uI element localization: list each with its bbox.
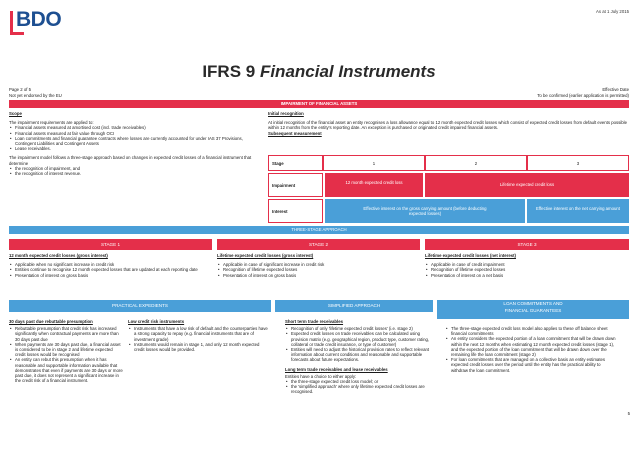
scope-heading: Scope: [9, 111, 22, 116]
stage-1-list: [9, 262, 212, 278]
stage-3-heading: Lifetime expected credit losses (net interest): [425, 253, 516, 258]
table-row-impairment-label: Impairment: [268, 173, 323, 197]
list-item: • the three-stage expected credit loss model; or: [285, 379, 433, 384]
list-item: • Applicable in case of credit impairment: [425, 262, 629, 267]
stage-3-header: STAGE 3: [425, 239, 629, 250]
list-item: • Presentation of interest on a net basis: [425, 273, 629, 278]
list-item: • Recognition of only 'lifetime expected credit losses' (i.e. stage 2): [285, 326, 433, 331]
list-item: • Rebuttable presumption that credit risk has increased significantly when contractual payments are more than 30 days past due: [9, 326, 124, 342]
list-item: • Entities will need to adjust the historical provision rates to reflect relevant information about current conditions and reasonable and supportable forecasts about future expectations.: [285, 347, 433, 363]
table-impairment-stage1: 12 month expected credit loss: [325, 173, 423, 197]
list-item: • An entity can rebut this presumption when it has reasonable and supportable information available that demonstrates that even if payments are 30 days or more past due, it does not represent a significant increase in the credit risk of a financial instrument.: [9, 357, 124, 383]
subsequent-measurement-heading: Subsequent measurement: [268, 130, 322, 136]
effective-date-label: Effective Date: [602, 87, 629, 92]
practical-expedients-banner: PRACTICAL EXPEDIENTS: [9, 300, 271, 312]
list-item: • An entity considers the expected portion of a loan commitment that will be drawn down within the next 12 months when estimating 12 month expected credit losses (stage 1), and the expected portion of the loan commitment that will be drawn down over the remaining life the loan commitment (stage 2): [445, 336, 617, 357]
list-item: • Entities continue to recognise 12 month expected losses that are updated at each reporting date: [9, 267, 212, 272]
effective-date-value: To be confirmed (earlier application is permitted): [537, 93, 629, 98]
long-term-heading: Long term trade receivables and lease receivables: [285, 366, 388, 372]
rebuttable-presumption-heading: 30 days past due rebuttable presumption: [9, 319, 93, 324]
table-header-stage-1: 1: [323, 155, 425, 171]
list-item: • the recognition of impairment, and: [9, 166, 259, 171]
model-list: [9, 166, 259, 176]
bdo-logo-text: BDO: [16, 8, 62, 31]
table-interest-stage12: Effective interest on the gross carrying amount (before deducting expected losses): [325, 199, 525, 223]
table-header-stage-3: 3: [527, 155, 629, 171]
list-item: • Presentation of interest on gross basis: [217, 273, 420, 278]
as-at-date: As at 1 July 2015: [596, 9, 629, 14]
simplified-approach-banner: SIMPLIFIED APPROACH: [275, 300, 433, 312]
loan-banner-line-1: LOAN COMMITMENTS AND: [503, 301, 563, 306]
loan-commitments-section: [445, 326, 617, 373]
stage-1-body: [9, 253, 212, 278]
list-item: • Financial assets measured at amortised cost (incl. trade receivables): [9, 125, 259, 130]
list-item: • Lease receivables.: [9, 146, 259, 151]
stage-2-list: [217, 262, 420, 278]
table-row-interest-label: Interest: [268, 199, 323, 223]
table-header-stage-2: 2: [425, 155, 527, 171]
scope-intro: The impairment requirements are applied to:: [9, 120, 94, 126]
list-item: • Presentation of interest on gross basis: [9, 273, 212, 278]
impairment-banner: IMPAIRMENT OF FINANCIAL ASSETS: [9, 100, 629, 108]
stage-2-body: [217, 253, 420, 278]
loan-commitments-list: [445, 326, 617, 373]
list-item: • Recognition of lifetime expected losses: [217, 267, 420, 272]
list-item: • Financial assets measured at fair value through OCI: [9, 131, 259, 136]
low-credit-risk-list: [128, 326, 271, 352]
footer-page-number: 5: [627, 411, 630, 416]
list-item: • When payments are 30 days past due, a financial asset is considered to be in stage 2 and lifetime expected credit losses would be recognised: [9, 342, 124, 358]
endorsement-status: Not yet endorsed by the EU: [9, 93, 62, 98]
list-item: • Loan commitments and financial guarantee contracts where losses are currently accounted for under IAS 37 Provisions, Contingent Liabilities and Contingent Assets: [9, 136, 259, 146]
initial-recognition-section: [268, 111, 629, 136]
list-item: • the recognition of interest revenue.: [9, 171, 259, 176]
scope-section: [9, 111, 259, 176]
loan-banner-line-2: FINANCIAL GUARANTEES: [504, 307, 562, 313]
scope-list: [9, 125, 259, 151]
loan-commitments-banner: [437, 300, 629, 319]
table-header-stage: Stage: [268, 155, 323, 171]
list-item: • Instruments that have a low risk of default and the counterparties have a strong capacity to repay (e.g. financial instruments that are of investment grade): [128, 326, 271, 342]
long-term-intro: Entities have a choice to either apply:: [285, 373, 357, 379]
list-item: • Expected credit losses on trade receivables can be calculated using provision matrix (e.g. geographical region, product type, customer rating, collateral or trade credit insurance, or type of customer): [285, 331, 433, 347]
list-item: • Recognition of lifetime expected losses: [425, 267, 629, 272]
short-term-heading: Short term trade receivables: [285, 319, 344, 324]
stage-2-heading: Lifetime expected credit losses (gross interest): [217, 253, 314, 258]
low-credit-risk-heading: Low credit risk instruments: [128, 319, 185, 324]
table-interest-stage3: Effective interest on the net carrying amount: [527, 199, 629, 223]
long-term-list: [285, 379, 433, 395]
page-number: Page 2 of 5: [9, 87, 31, 92]
model-description: The impairment model follows a three-stage approach based on changes in expected credit losses of a financial instrument that determine: [9, 155, 252, 166]
stage-1-heading: 12 month expected credit losses (gross interest): [9, 253, 108, 258]
measurement-table: [268, 155, 629, 223]
title-italic: Financial Instruments: [259, 62, 436, 81]
list-item: • Applicable in case of significant increase in credit risk: [217, 262, 420, 267]
list-item: • The three-stage expected credit loss model also applies to these off balance sheet financial commitments: [445, 326, 617, 336]
initial-recognition-text: At initial recognition of the financial asset an entity recognises a loss allowance equal to 12 month expected credit losses which consist of expected credit losses from default events possible within 12 months from the entity's reporting date. An exception is purchased or originated credit impaired financial assets.: [268, 120, 627, 131]
practical-col-2: [128, 319, 271, 352]
list-item: • Instruments would remain in stage 1, and only 12 month expected credit losses would be provided.: [128, 342, 271, 352]
stage-3-body: [425, 253, 629, 278]
stage-1-header: STAGE 1: [9, 239, 212, 250]
practical-col-1: [9, 319, 124, 383]
three-stage-banner: THREE-STAGE APPROACH: [9, 226, 629, 234]
list-item: • For loan commitments that are managed on a collective basis an entity estimates expected credit losses over the period until the entity has the practical ability to withdraw the loan commitment.: [445, 357, 617, 373]
stage-3-list: [425, 262, 629, 278]
rebuttable-presumption-list: [9, 326, 124, 383]
initial-recognition-heading: Initial recognition: [268, 111, 304, 116]
bdo-logo: [10, 8, 62, 36]
title-prefix: IFRS 9: [202, 62, 260, 81]
list-item: • the 'simplified approach' where only lifetime expected credit losses are recognised.: [285, 384, 433, 394]
page-title: [0, 62, 638, 82]
list-item: • Applicable when no significant increase in credit risk: [9, 262, 212, 267]
stage-2-header: STAGE 2: [217, 239, 420, 250]
simplified-section: [285, 319, 433, 395]
table-impairment-stage23: Lifetime expected credit loss: [425, 173, 629, 197]
short-term-list: [285, 326, 433, 362]
